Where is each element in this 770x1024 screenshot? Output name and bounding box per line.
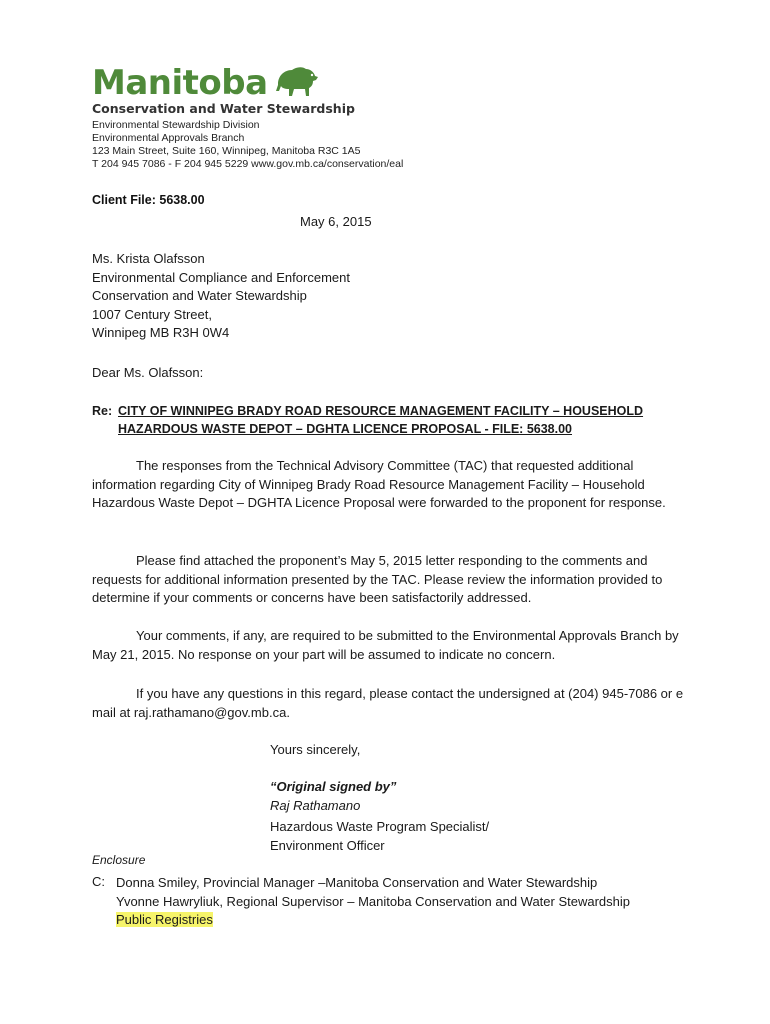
- original-signed-note: “Original signed by”: [270, 779, 397, 794]
- cc-recipient: Donna Smiley, Provincial Manager –Manitoba Conservation and Water Stewardship: [116, 875, 598, 890]
- body-paragraph: Your comments, if any, are required to be submitted to the Environmental Approvals Branch by May 21, 2015. No response on your part will be assumed to indicate no concern.: [92, 628, 679, 662]
- re-subject: CITY OF WINNIPEG BRADY ROAD RESOURCE MANAGEMENT FACILITY – HOUSEHOLD HAZARDOUS WASTE DEPOT – DGHTA LICENCE PROPOSAL - FILE: 5638.00: [118, 404, 644, 436]
- body-paragraph: The responses from the Technical Advisory Committee (TAC) that requested additional information regarding City of Winnipeg Brady Road Resource Management Facility – Household Hazardous Waste Depot – DGHTA Licence Proposal were forwarded to the proponent for response.: [92, 458, 666, 510]
- department-name: Conservation and Water Stewardship: [92, 101, 355, 116]
- recipient-unit: Environmental Compliance and Enforcement: [92, 269, 350, 285]
- logo-wordmark: Manitoba: [92, 63, 268, 103]
- recipient-address: [92, 250, 350, 343]
- manitoba-logo: [92, 58, 320, 103]
- letter-date: May 6, 2015: [300, 214, 372, 229]
- recipient-name: Ms. Krista Olafsson: [92, 251, 205, 266]
- contact-line: T 204 945 7086 - F 204 945 5229 www.gov.mb.ca/conservation/eal: [92, 158, 404, 170]
- recipient-department: Conservation and Water Stewardship: [92, 288, 307, 303]
- cc-recipient: Yvonne Hawryliuk, Regional Supervisor – Manitoba Conservation and Water Stewardship: [116, 893, 631, 909]
- salutation: Dear Ms. Olafsson:: [92, 365, 204, 380]
- enclosure-note: Enclosure: [92, 853, 146, 867]
- body-paragraph: If you have any questions in this regard, please contact the undersigned at (204) 945-7086 or e mail at raj.rathamano@gov.mb.ca.: [92, 686, 684, 720]
- highlighted-cc-recipient: Public Registries: [116, 912, 213, 927]
- signer-name: Raj Rathamano: [270, 798, 361, 813]
- bison-icon: [272, 64, 320, 98]
- client-file: Client File: 5638.00: [92, 193, 205, 207]
- recipient-street: 1007 Century Street,: [92, 306, 212, 322]
- address-line: 123 Main Street, Suite 160, Winnipeg, Manitoba R3C 1A5: [92, 145, 361, 157]
- signer-title: Hazardous Waste Program Specialist/: [270, 819, 490, 834]
- cc-label: C:: [92, 874, 105, 889]
- division-line: Environmental Stewardship Division: [92, 119, 260, 131]
- recipient-city: Winnipeg MB R3H 0W4: [92, 325, 230, 340]
- branch-line: Environmental Approvals Branch: [92, 132, 245, 144]
- cc-recipient: [116, 911, 630, 930]
- closing-salutation: Yours sincerely,: [270, 742, 361, 757]
- re-label: Re:: [92, 404, 113, 418]
- signer-title-2: Environment Officer: [270, 838, 385, 853]
- body-paragraph: Please find attached the proponent’s May 5, 2015 letter responding to the comments and requests for additional information presented by the TAC. Please review the information provided to determine if your comments or concerns have been satisfactorily addressed.: [92, 553, 663, 605]
- cc-list: [116, 874, 630, 930]
